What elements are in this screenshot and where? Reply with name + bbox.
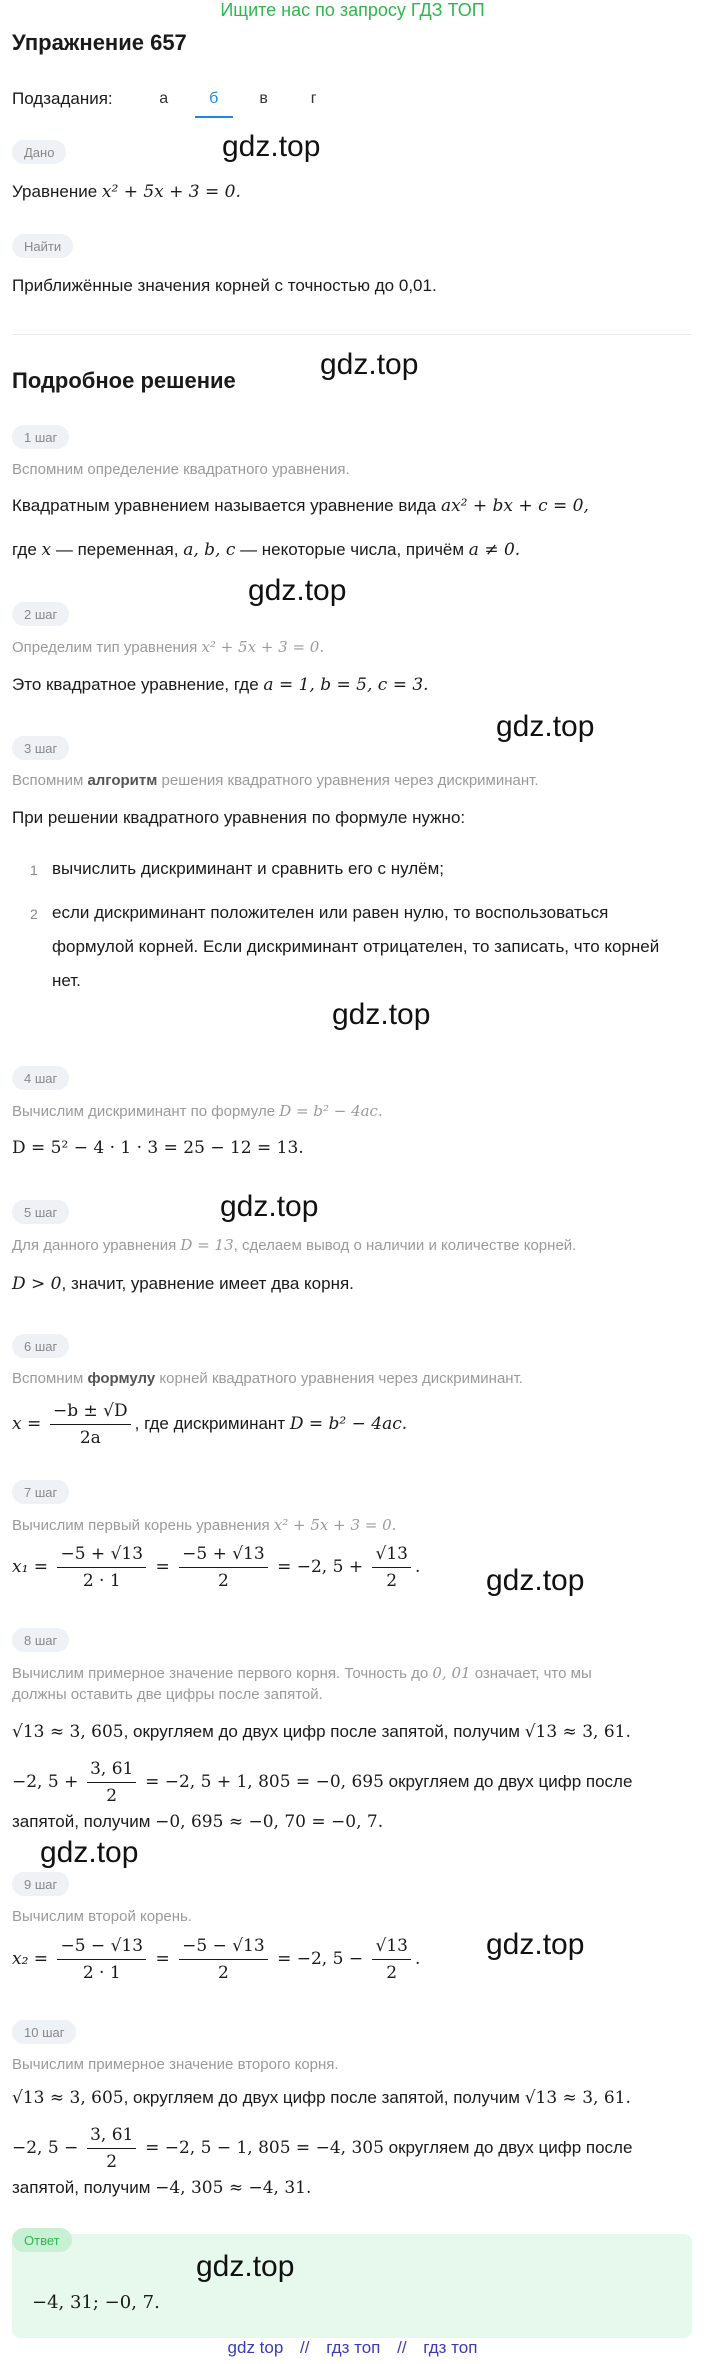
step-9-end: . bbox=[414, 1949, 421, 1969]
step-9-frac-2 bbox=[179, 1935, 268, 1984]
step-3-hint bbox=[12, 770, 693, 792]
step-2-line-text: Это квадратное уравнение, где bbox=[12, 675, 264, 694]
step-6-hint-bold: формулу bbox=[87, 1370, 156, 1387]
step-2-hint-text: Определим тип уравнения bbox=[12, 639, 202, 656]
step-6-badge: 6 шаг bbox=[12, 1334, 69, 1358]
subtask-tab-v[interactable]: в bbox=[259, 90, 268, 107]
step-7-formula bbox=[12, 1540, 693, 1594]
step-9-x2: x₂ = bbox=[12, 1949, 49, 1969]
watermark: gdz.top bbox=[486, 1928, 585, 1961]
step-6-x: x = bbox=[12, 1414, 42, 1434]
step-8-hint-1-math: 0, 01 bbox=[432, 1664, 471, 1682]
step-9-frac-2-den: 2 bbox=[217, 1963, 229, 1983]
watermark: gdz.top bbox=[222, 130, 321, 163]
step-10-frac-num: 3, 61 bbox=[87, 2124, 136, 2149]
step-8-line-2-text: округляем до двух цифр после bbox=[383, 1772, 633, 1791]
footer-separator-2: // bbox=[397, 2338, 407, 2357]
step-8-frac-den: 2 bbox=[106, 1786, 118, 1807]
step-9-frac-1-num: −5 − √13 bbox=[57, 1935, 146, 1960]
step-3-item-2-text: если дискриминант положителен или равен нулю, то воспользоваться формулой корней. Если дискриминант отрицателен, то записать, что корней нет. bbox=[52, 903, 660, 990]
step-5-line-math: D > 0 bbox=[12, 1274, 62, 1294]
step-7-eq: = bbox=[155, 1557, 170, 1577]
step-8-line-1-math: √13 ≈ 3, 605 bbox=[12, 1722, 124, 1742]
step-8-frac bbox=[87, 1758, 136, 1807]
step-1-badge: 1 шаг bbox=[12, 425, 69, 449]
step-1-line-1 bbox=[12, 494, 693, 518]
step-10-line-3-math: −4, 305 ≈ −4, 31. bbox=[155, 2178, 312, 2198]
step-3-hint-b: решения квадратного уравнения через дискриминант. bbox=[157, 772, 539, 789]
step-7-badge: 7 шаг bbox=[12, 1480, 69, 1504]
given-text bbox=[12, 180, 693, 204]
step-5-hint-math: D = 13 bbox=[180, 1236, 234, 1254]
step-8-line-3-math: −0, 695 ≈ −0, 70 = −0, 7. bbox=[155, 1812, 384, 1832]
step-8-line-1-text: , округляем до двух цифр после запятой, получим bbox=[123, 1722, 525, 1741]
step-7-frac-3-num: √13 bbox=[372, 1543, 410, 1568]
step-7-frac-3 bbox=[372, 1543, 410, 1592]
step-5-hint-b: , сделаем вывод о наличии и количестве корней. bbox=[233, 1237, 577, 1254]
step-6-num: −b ± √D bbox=[50, 1400, 131, 1425]
step-2-hint-math: x² + 5x + 3 = 0. bbox=[201, 638, 325, 656]
step-9-mid: = −2, 5 − bbox=[277, 1949, 364, 1969]
solution-title: Подробное решение bbox=[12, 368, 236, 393]
top-banner[interactable]: Ищите нас по запросу ГДЗ ТОП bbox=[220, 0, 485, 20]
step-6-hint-b: корней квадратного уравнения через дискриминант. bbox=[155, 1370, 523, 1387]
subtasks-bar bbox=[12, 82, 339, 116]
given-badge: Дано bbox=[12, 140, 66, 164]
step-10-line-1-math: √13 ≈ 3, 605 bbox=[12, 2088, 124, 2108]
step-1-line-2-abc: a, b, c bbox=[183, 540, 236, 560]
step-6-den: 2a bbox=[79, 1428, 101, 1449]
step-9-formula bbox=[12, 1932, 693, 1986]
watermark: gdz.top bbox=[496, 710, 595, 743]
step-5-line bbox=[12, 1272, 693, 1296]
find-text: Приближённые значения корней с точностью до 0,01. bbox=[12, 276, 437, 295]
step-2-line bbox=[12, 673, 693, 697]
step-2-hint bbox=[12, 636, 693, 659]
step-4-hint bbox=[12, 1100, 693, 1123]
step-7-frac-2-den: 2 bbox=[217, 1571, 229, 1591]
step-8-hint-1-a: Вычислим примерное значение первого корня. Точность до bbox=[12, 1665, 433, 1682]
step-1-line-2-a: где bbox=[12, 540, 42, 559]
step-5-hint bbox=[12, 1234, 693, 1257]
step-9-frac-3 bbox=[372, 1935, 410, 1984]
step-10-line-2-pre: −2, 5 − bbox=[12, 2138, 79, 2158]
step-10-line-3-text: запятой, получим bbox=[12, 2178, 156, 2197]
step-6-hint-a: Вспомним bbox=[12, 1370, 88, 1387]
watermark: gdz.top bbox=[220, 1190, 319, 1223]
subtasks-label: Подзадания: bbox=[12, 89, 113, 108]
watermark: gdz.top bbox=[332, 998, 431, 1031]
step-6-hint bbox=[12, 1368, 693, 1390]
step-5-hint-a: Для данного уравнения bbox=[12, 1237, 181, 1254]
step-1-line-2-b: — переменная, bbox=[51, 540, 184, 559]
step-1-line-2-c: — некоторые числа, причём bbox=[235, 540, 469, 559]
answer-badge: Ответ bbox=[12, 2228, 72, 2252]
step-8-hint-1-b: означает, что мы bbox=[470, 1665, 592, 1682]
watermark: gdz.top bbox=[320, 348, 419, 381]
step-9-eq: = bbox=[155, 1949, 170, 1969]
step-7-hint-math: x² + 5x + 3 = 0. bbox=[273, 1516, 397, 1534]
step-3-item-1-text: вычислить дискриминант и сравнить его с нулём; bbox=[52, 859, 445, 878]
footer bbox=[0, 2338, 705, 2358]
step-8-line-3 bbox=[12, 1810, 693, 1834]
step-2-line-math: a = 1, b = 5, c = 3. bbox=[263, 675, 429, 695]
footer-link-3[interactable]: гдз топ bbox=[423, 2338, 478, 2357]
step-3-item-2-num: 2 bbox=[30, 906, 38, 922]
step-3-item-1-num: 1 bbox=[30, 862, 38, 878]
step-6-fraction bbox=[50, 1400, 131, 1449]
find-badge: Найти bbox=[12, 234, 73, 258]
step-7-hint bbox=[12, 1514, 693, 1537]
watermark: gdz.top bbox=[248, 574, 347, 607]
step-6-formula bbox=[12, 1398, 693, 1450]
divider bbox=[12, 334, 692, 335]
given-text-prefix: Уравнение bbox=[12, 182, 102, 201]
step-7-frac-1-den: 2 · 1 bbox=[82, 1571, 121, 1591]
step-3-line: При решении квадратного уравнения по формуле нужно: bbox=[12, 808, 466, 827]
step-1-line-2-x: x bbox=[41, 540, 52, 560]
step-10-frac-den: 2 bbox=[106, 2152, 118, 2173]
step-7-frac-1-num: −5 + √13 bbox=[57, 1543, 146, 1568]
step-7-end: . bbox=[414, 1557, 421, 1577]
step-4-hint-text: Вычислим дискриминант по формуле bbox=[12, 1103, 280, 1120]
step-10-line-3 bbox=[12, 2176, 693, 2200]
step-7-mid: = −2, 5 + bbox=[277, 1557, 364, 1577]
step-8-line-2 bbox=[12, 1756, 693, 1808]
step-8-line-1-math-2: √13 ≈ 3, 61. bbox=[524, 1722, 631, 1742]
step-10-frac bbox=[87, 2124, 136, 2173]
step-8-line-3-text: запятой, получим bbox=[12, 1812, 156, 1831]
subtask-tab-a[interactable]: а bbox=[159, 90, 169, 107]
step-10-line-2-math: = −2, 5 − 1, 805 = −4, 305 bbox=[145, 2138, 384, 2158]
step-9-frac-3-num: √13 bbox=[372, 1935, 410, 1960]
answer-text: −4, 31; −0, 7. bbox=[32, 2292, 160, 2313]
step-9-hint: Вычислим второй корень. bbox=[12, 1908, 193, 1925]
step-10-line-2 bbox=[12, 2122, 693, 2174]
step-5-line-text: , значит, уравнение имеет два корня. bbox=[61, 1274, 354, 1293]
step-1-line-2-cond: a ≠ 0. bbox=[468, 540, 521, 560]
step-10-line-2-text: округляем до двух цифр после bbox=[383, 2138, 633, 2157]
step-6-tail-math: D = b² − 4ac. bbox=[289, 1414, 408, 1434]
step-8-hint-2: должны оставить две цифры после запятой. bbox=[12, 1686, 323, 1703]
step-3-hint-bold: алгоритм bbox=[87, 772, 158, 789]
step-7-hint-text: Вычислим первый корень уравнения bbox=[12, 1517, 274, 1534]
step-7-frac-2 bbox=[179, 1543, 268, 1592]
step-9-badge: 9 шаг bbox=[12, 1872, 69, 1896]
step-3-badge: 3 шаг bbox=[12, 736, 69, 760]
subtask-tab-b[interactable]: б bbox=[189, 82, 239, 116]
step-9-frac-1-den: 2 · 1 bbox=[82, 1963, 121, 1983]
step-9-frac-2-num: −5 − √13 bbox=[179, 1935, 268, 1960]
step-3-hint-a: Вспомним bbox=[12, 772, 88, 789]
step-8-frac-num: 3, 61 bbox=[87, 1758, 136, 1783]
answer-box bbox=[12, 2234, 692, 2338]
given-equation: x² + 5x + 3 = 0. bbox=[101, 182, 241, 202]
step-8-line-2-math: = −2, 5 + 1, 805 = −0, 695 bbox=[145, 1772, 384, 1792]
step-10-badge: 10 шаг bbox=[12, 2020, 76, 2044]
footer-link-1[interactable]: gdz top bbox=[227, 2338, 284, 2357]
watermark: gdz.top bbox=[486, 1564, 585, 1597]
step-8-hint-1 bbox=[12, 1662, 693, 1685]
step-4-badge: 4 шаг bbox=[12, 1066, 69, 1090]
step-4-line: D = 5² − 4 · 1 · 3 = 25 − 12 = 13. bbox=[12, 1138, 304, 1158]
step-10-line-1-text: , округляем до двух цифр после запятой, получим bbox=[123, 2088, 525, 2107]
step-8-badge: 8 шаг bbox=[12, 1628, 69, 1652]
step-7-frac-3-den: 2 bbox=[386, 1571, 398, 1591]
step-5-badge: 5 шаг bbox=[12, 1200, 69, 1224]
step-1-line-1-text: Квадратным уравнением называется уравнение вида bbox=[12, 496, 441, 515]
watermark: gdz.top bbox=[40, 1836, 139, 1869]
step-6-tail-text: , где дискриминант bbox=[134, 1414, 290, 1433]
step-7-frac-1 bbox=[57, 1543, 146, 1592]
step-8-line-2-pre: −2, 5 + bbox=[12, 1772, 79, 1792]
step-1-line-1-math: ax² + bx + c = 0, bbox=[440, 496, 589, 516]
step-1-line-2 bbox=[12, 538, 693, 562]
step-8-line-1 bbox=[12, 1720, 693, 1744]
footer-separator-1: // bbox=[300, 2338, 310, 2357]
subtask-tab-g[interactable]: г bbox=[310, 90, 317, 107]
step-1-hint: Вспомним определение квадратного уравнения. bbox=[12, 461, 350, 478]
step-10-hint: Вычислим примерное значение второго корня. bbox=[12, 2056, 339, 2073]
footer-link-2[interactable]: гдз топ bbox=[326, 2338, 381, 2357]
step-10-line-1 bbox=[12, 2086, 693, 2110]
page-title: Упражнение 657 bbox=[12, 30, 187, 55]
step-9-frac-1 bbox=[57, 1935, 146, 1984]
step-9-frac-3-den: 2 bbox=[386, 1963, 398, 1983]
step-7-frac-2-num: −5 + √13 bbox=[179, 1543, 268, 1568]
step-2-badge: 2 шаг bbox=[12, 602, 69, 626]
step-4-hint-math: D = b² − 4ac. bbox=[279, 1102, 383, 1120]
watermark: gdz.top bbox=[196, 2250, 295, 2283]
step-7-x1: x₁ = bbox=[12, 1557, 49, 1577]
step-10-line-1-math-2: √13 ≈ 3, 61. bbox=[524, 2088, 631, 2108]
